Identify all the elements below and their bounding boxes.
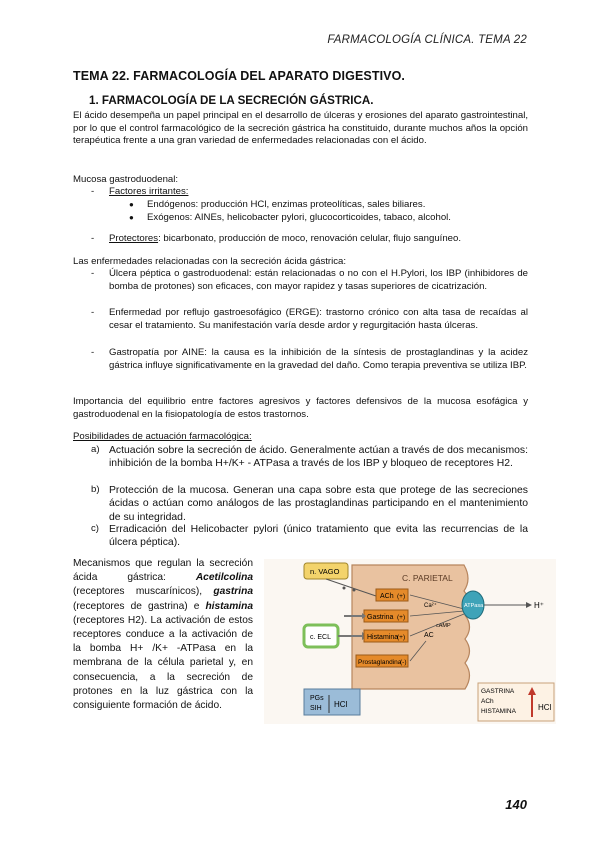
balance-paragraph: Importancia del equilibrio entre factores agresivos y factores defensivos de la mucosa esofágica y gastroduodenal en la fisiopatología de estos trastornos.	[73, 396, 528, 420]
action-item	[73, 523, 528, 550]
endogenous-text: Endógenos: producción HCl, enzimas proteolíticas, sales biliares.	[147, 199, 426, 210]
exogenous-text: Exógenos: AINEs, helicobacter pylori, glucocorticoides, tabaco, alcohol.	[147, 212, 451, 223]
svg-text:AC: AC	[424, 632, 434, 639]
irritant-factors-label: Factores irritantes:	[109, 186, 189, 197]
mechanisms-paragraph: Mecanismos que regulan la secreción ácida gástrica: Acetilcolina (receptores muscarínicos), gastrina (receptores de gastrina) e histamina (receptores H2). La activación de estos receptores conduce a la activación de la bomba H+ /K+ -ATPasa en la membrana de la célula parietal y, en consecuencia, a la secreción de protones en la luz gástrica con la consiguiente formación de ácido.	[73, 558, 253, 712]
diseases-heading: Las enfermedades relacionadas con la secreción ácida gástrica:	[73, 256, 347, 267]
svg-text:Histamina: Histamina	[367, 634, 399, 641]
pharmacologic-heading	[73, 431, 528, 444]
parietal-cell-label: C. PARIETAL	[402, 573, 453, 583]
action-text: Erradicación del Helicobacter pylori (único tratamiento que evita las recurrencias de la úlcera péptica).	[109, 524, 528, 549]
action-text: Actuación sobre la secreción de ácido. Generalmente actúan a través de dos mecanismos: inhibición de la bomba H+/K+ - ATPasa a través de los IBP y bloqueo de receptores H2.	[109, 445, 528, 470]
svg-text:(+): (+)	[397, 614, 406, 621]
svg-text:(+): (+)	[397, 593, 406, 600]
parietal-cell-shape	[352, 565, 470, 689]
svg-text:(-): (-)	[400, 659, 407, 666]
svg-text:SIH: SIH	[310, 705, 322, 712]
gastric-secretion-diagram	[264, 559, 556, 724]
protective-text: : bicarbonato, producción de moco, renovación celular, flujo sanguíneo.	[158, 233, 461, 244]
svg-text:HISTAMINA: HISTAMINA	[481, 708, 516, 715]
action-item	[73, 484, 528, 524]
svg-text:PGs: PGs	[310, 695, 324, 702]
intro-paragraph: El ácido desempeña un papel principal en el desarrollo de úlceras y erosiones del aparato gastrointestinal, por lo que el control farmacológico de la secreción gástrica ha constituido, durante muchos años la opción terapéutica frente a una gran variedad de enfermedades relacionadas con el ácido.	[73, 110, 528, 147]
svg-text:ACh: ACh	[380, 593, 394, 600]
svg-text:H⁺: H⁺	[534, 601, 544, 610]
svg-text:c. ECL: c. ECL	[310, 634, 332, 641]
disease-text: Úlcera péptica o gastroduodenal: están relacionadas o no con el H.Pylori, los IBP (inhibidores de bomba de protones) son eficaces, con mayor rapidez y tasas superiores de cicatrización.	[109, 268, 528, 292]
action-mark: b)	[91, 484, 100, 495]
svg-text:Ca²⁺: Ca²⁺	[424, 603, 437, 609]
svg-text:n. VAGO: n. VAGO	[310, 567, 340, 576]
action-text: Protección de la mucosa. Generan una capa sobre esta que protege de las secreciones ácidas o actúan como análogos de las prostaglandinas participando en el mantenimiento de su integridad.	[109, 485, 528, 523]
disease-text: Gastropatía por AINE: la causa es la inhibición de la síntesis de prostaglandinas y la acidez gástrica influye significativamente en la gravedad del daño. Como terapia preventiva se utiliza IBP.	[109, 347, 528, 371]
disease-item: - Úlcera péptica o gastroduodenal: están relacionadas o no con el H.Pylori, los IBP (inhibidores de bomba de protones) son eficaces, con mayor rapidez y tasas superiores de cicatrización.	[91, 268, 528, 292]
irritant-factors-item: - Factores irritantes:	[91, 186, 189, 197]
page-number: 140	[505, 797, 527, 812]
svg-text:(+): (+)	[397, 634, 406, 641]
svg-text:GASTRINA: GASTRINA	[481, 688, 515, 695]
protective-label: Protectores	[109, 233, 159, 244]
action-mark: c)	[91, 523, 99, 534]
svg-text:ACh: ACh	[481, 698, 494, 705]
action-mark: a)	[91, 444, 100, 455]
svg-text:cAMP: cAMP	[436, 623, 451, 629]
action-item	[73, 444, 528, 471]
mucosa-heading: Mucosa gastroduodenal:	[73, 174, 179, 185]
endogenous-item: ● Endógenos: producción HCl, enzimas proteolíticas, sales biliares.	[73, 199, 528, 212]
section-heading: 1. FARMACOLOGÍA DE LA SECRECIÓN GÁSTRICA.	[89, 94, 374, 107]
svg-text:ATPasa: ATPasa	[464, 603, 484, 609]
running-header: FARMACOLOGÍA CLÍNICA. TEMA 22	[327, 34, 527, 46]
disease-text: Enfermedad por reflujo gastroesofágico (ERGE): trastorno crónico con alta tasa de recaídas al cesar el tratamiento. Su manifestación varía desde ardor y regurgitación hasta úlceras.	[109, 307, 528, 331]
svg-text:HCl: HCl	[334, 700, 348, 709]
exogenous-item: ● Exógenos: AINEs, helicobacter pylori, glucocorticoides, tabaco, alcohol.	[73, 212, 528, 225]
svg-text:Prostaglandina: Prostaglandina	[358, 659, 402, 666]
disease-item: - Enfermedad por reflujo gastroesofágico (ERGE): trastorno crónico con alta tasa de recaídas al cesar el tratamiento. Su manifestación varía desde ardor y regurgitación hasta úlceras.	[91, 307, 528, 331]
protective-factors-item: - Protectores: bicarbonato, producción de moco, renovación celular, flujo sanguíneo.	[91, 233, 461, 244]
svg-text:Gastrina: Gastrina	[367, 614, 394, 621]
disease-item: - Gastropatía por AINE: la causa es la inhibición de la síntesis de prostaglandinas y la acidez gástrica influye significativamente en la gravedad del daño. Como terapia preventiva se utiliza IBP.	[91, 347, 528, 371]
pharmacologic-heading-text: Posibilidades de actuación farmacológica:	[73, 431, 252, 442]
chapter-title: TEMA 22. FARMACOLOGÍA DEL APARATO DIGESTIVO.	[73, 69, 405, 83]
svg-text:HCl: HCl	[538, 703, 552, 712]
